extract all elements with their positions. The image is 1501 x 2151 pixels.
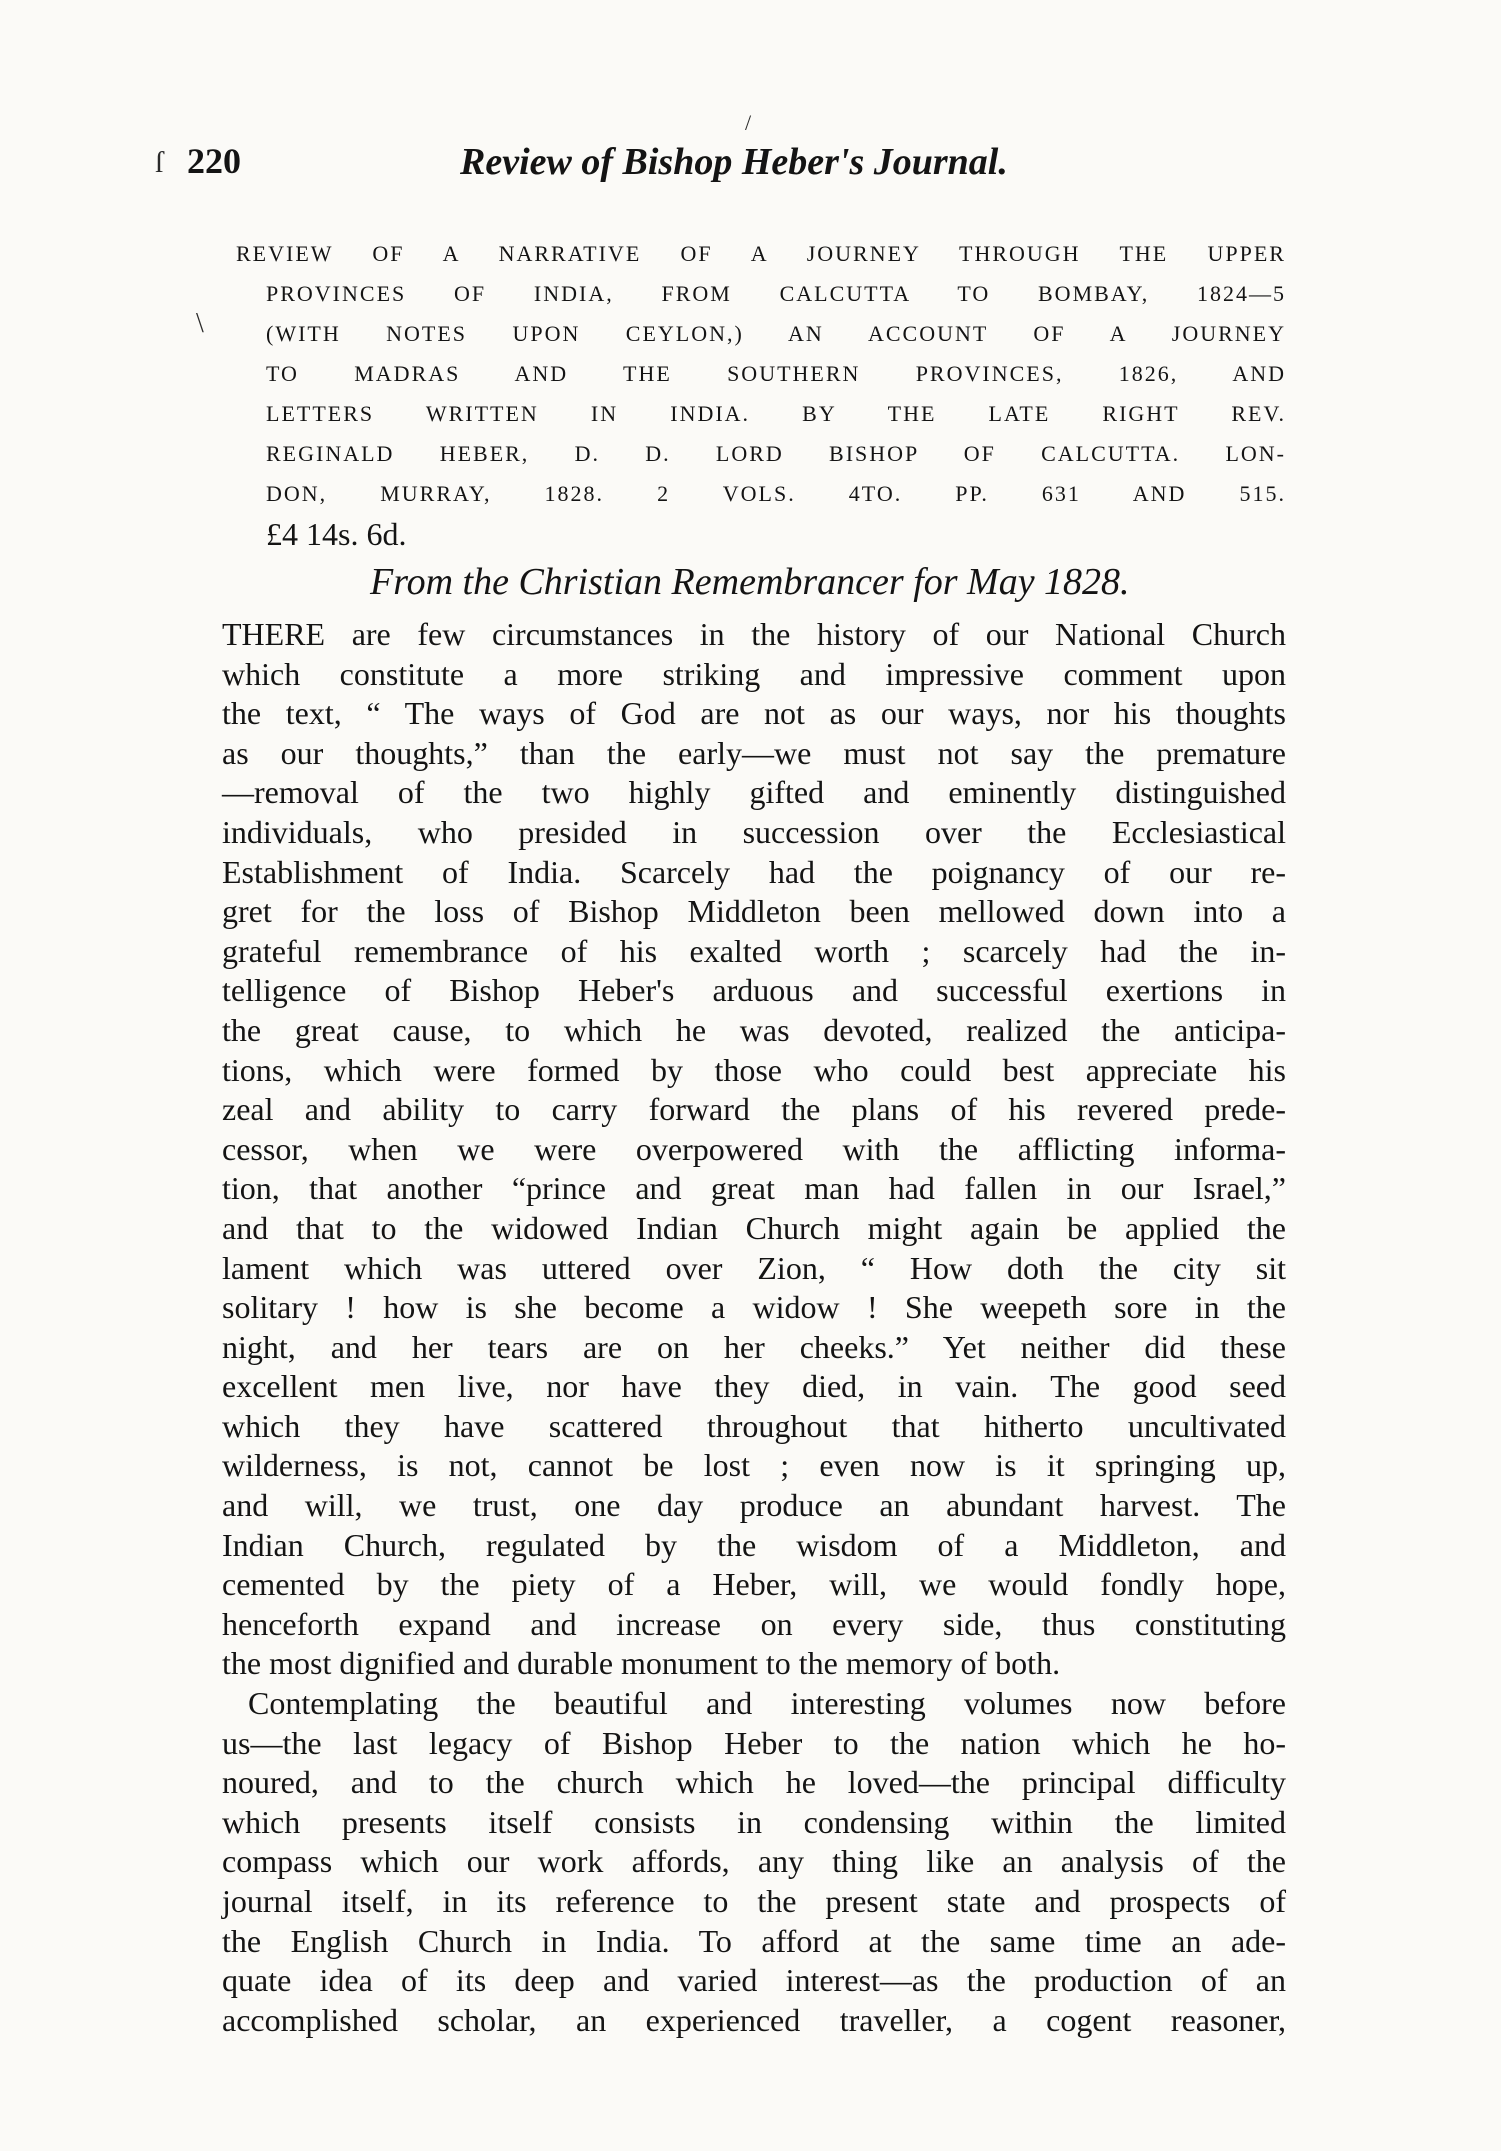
text-line: accomplished scholar, an experienced traveller, a cogent reasoner, [222, 2001, 1286, 2038]
running-title: Review of Bishop Heber's Journal. [460, 141, 1008, 183]
text-line: zeal and ability to carry forward the plans of his revered prede- [222, 1091, 1286, 1128]
review-title-line: LETTERS WRITTEN IN INDIA. BY THE LATE RIGHT REV. [266, 401, 1286, 426]
text-line: Contemplating the beautiful and interesting volumes now before [248, 1685, 1286, 1722]
text-line: telligence of Bishop Heber's arduous and successful exertions in [222, 972, 1286, 1009]
text-line: Establishment of India. Scarcely had the poignancy of our re- [222, 853, 1286, 890]
text-line: the English Church in India. To afford at the same time an ade- [222, 1922, 1286, 1959]
text-line: grateful remembrance of his exalted worth ; scarcely had the in- [222, 932, 1286, 969]
paragraph-1 [222, 615, 1286, 1684]
review-title-line: DON, MURRAY, 1828. 2 VOLS. 4TO. PP. 631 AND 515. [266, 481, 1286, 506]
text-line: which presents itself consists in condensing within the limited [222, 1803, 1286, 1840]
text-line: and that to the widowed Indian Church might again be applied the [222, 1209, 1286, 1246]
page-header [0, 140, 1501, 190]
stray-mark-top: / [745, 110, 752, 135]
review-title-line: REVIEW OF A NARRATIVE OF A JOURNEY THROUGH THE UPPER [236, 241, 1286, 266]
text-line: lament which was uttered over Zion, “ How doth the city sit [222, 1249, 1286, 1286]
review-title-line: TO MADRAS AND THE SOUTHERN PROVINCES, 1826, AND [266, 361, 1286, 386]
margin-dash: \ [196, 308, 204, 339]
text-line: tion, that another “prince and great man had fallen in our Israel,” [222, 1170, 1286, 1207]
text-line: henceforth expand and increase on every side, thus constituting [222, 1605, 1286, 1642]
review-title [236, 234, 1286, 554]
text-line: as our thoughts,” than the early—we must not say the premature [222, 734, 1286, 771]
article-body [222, 615, 1286, 2040]
text-line: gret for the loss of Bishop Middleton been mellowed down into a [222, 893, 1286, 930]
text-line: tions, which were formed by those who could best appreciate his [222, 1051, 1286, 1088]
review-title-line: PROVINCES OF INDIA, FROM CALCUTTA TO BOMBAY, 1824—5 [266, 281, 1286, 306]
text-line: the great cause, to which he was devoted, realized the anticipa- [222, 1011, 1286, 1048]
text-line: night, and her tears are on her cheeks.” Yet neither did these [222, 1328, 1286, 1365]
text-line: THERE are few circumstances in the history of our National Church [222, 616, 1286, 652]
text-line: wilderness, is not, cannot be lost ; even now is it springing up, [222, 1447, 1286, 1484]
text-line: which constitute a more striking and impressive comment upon [222, 655, 1286, 692]
text-line: cessor, when we were overpowered with the afflicting informa- [222, 1130, 1286, 1167]
paragraph-2 [222, 1684, 1286, 2040]
text-line: solitary ! how is she become a widow ! She weepeth sore in the [222, 1289, 1286, 1326]
margin-mark: ſ [155, 146, 164, 179]
text-line: journal itself, in its reference to the present state and prospects of [222, 1883, 1286, 1919]
text-line: excellent men live, nor have they died, in vain. The good seed [222, 1368, 1286, 1405]
review-title-price: £4 14s. 6d. [266, 516, 407, 552]
text-line: noured, and to the church which he loved—the principal difficulty [222, 1764, 1286, 1801]
text-line: —removal of the two highly gifted and eminently distinguished [222, 774, 1286, 811]
text-line: which they have scattered throughout that hitherto uncultivated [222, 1407, 1286, 1444]
text-line: the most dignified and durable monument to the memory of both. [222, 1645, 1061, 1682]
text-line: individuals, who presided in succession over the Ecclesiastical [222, 813, 1286, 850]
text-line: cemented by the piety of a Heber, will, we would fondly hope, [222, 1566, 1286, 1603]
page-number: 220 [187, 141, 241, 181]
text-line: the text, “ The ways of God are not as our ways, nor his thoughts [222, 695, 1286, 732]
text-line: us—the last legacy of Bishop Heber to the nation which he ho- [222, 1724, 1286, 1761]
text-line: compass which our work affords, any thing like an analysis of the [222, 1843, 1286, 1880]
text-line: Indian Church, regulated by the wisdom of a Middleton, and [222, 1526, 1286, 1563]
review-title-line: (WITH NOTES UPON CEYLON,) AN ACCOUNT OF A JOURNEY [266, 321, 1286, 346]
source-line: From the Christian Remembrancer for May 1828. [370, 561, 1130, 603]
text-line: and will, we trust, one day produce an abundant harvest. The [222, 1487, 1286, 1524]
text-line: quate idea of its deep and varied interest—as the production of an [222, 1962, 1286, 1999]
review-title-line: REGINALD HEBER, D. D. LORD BISHOP OF CALCUTTA. LON- [266, 441, 1286, 466]
